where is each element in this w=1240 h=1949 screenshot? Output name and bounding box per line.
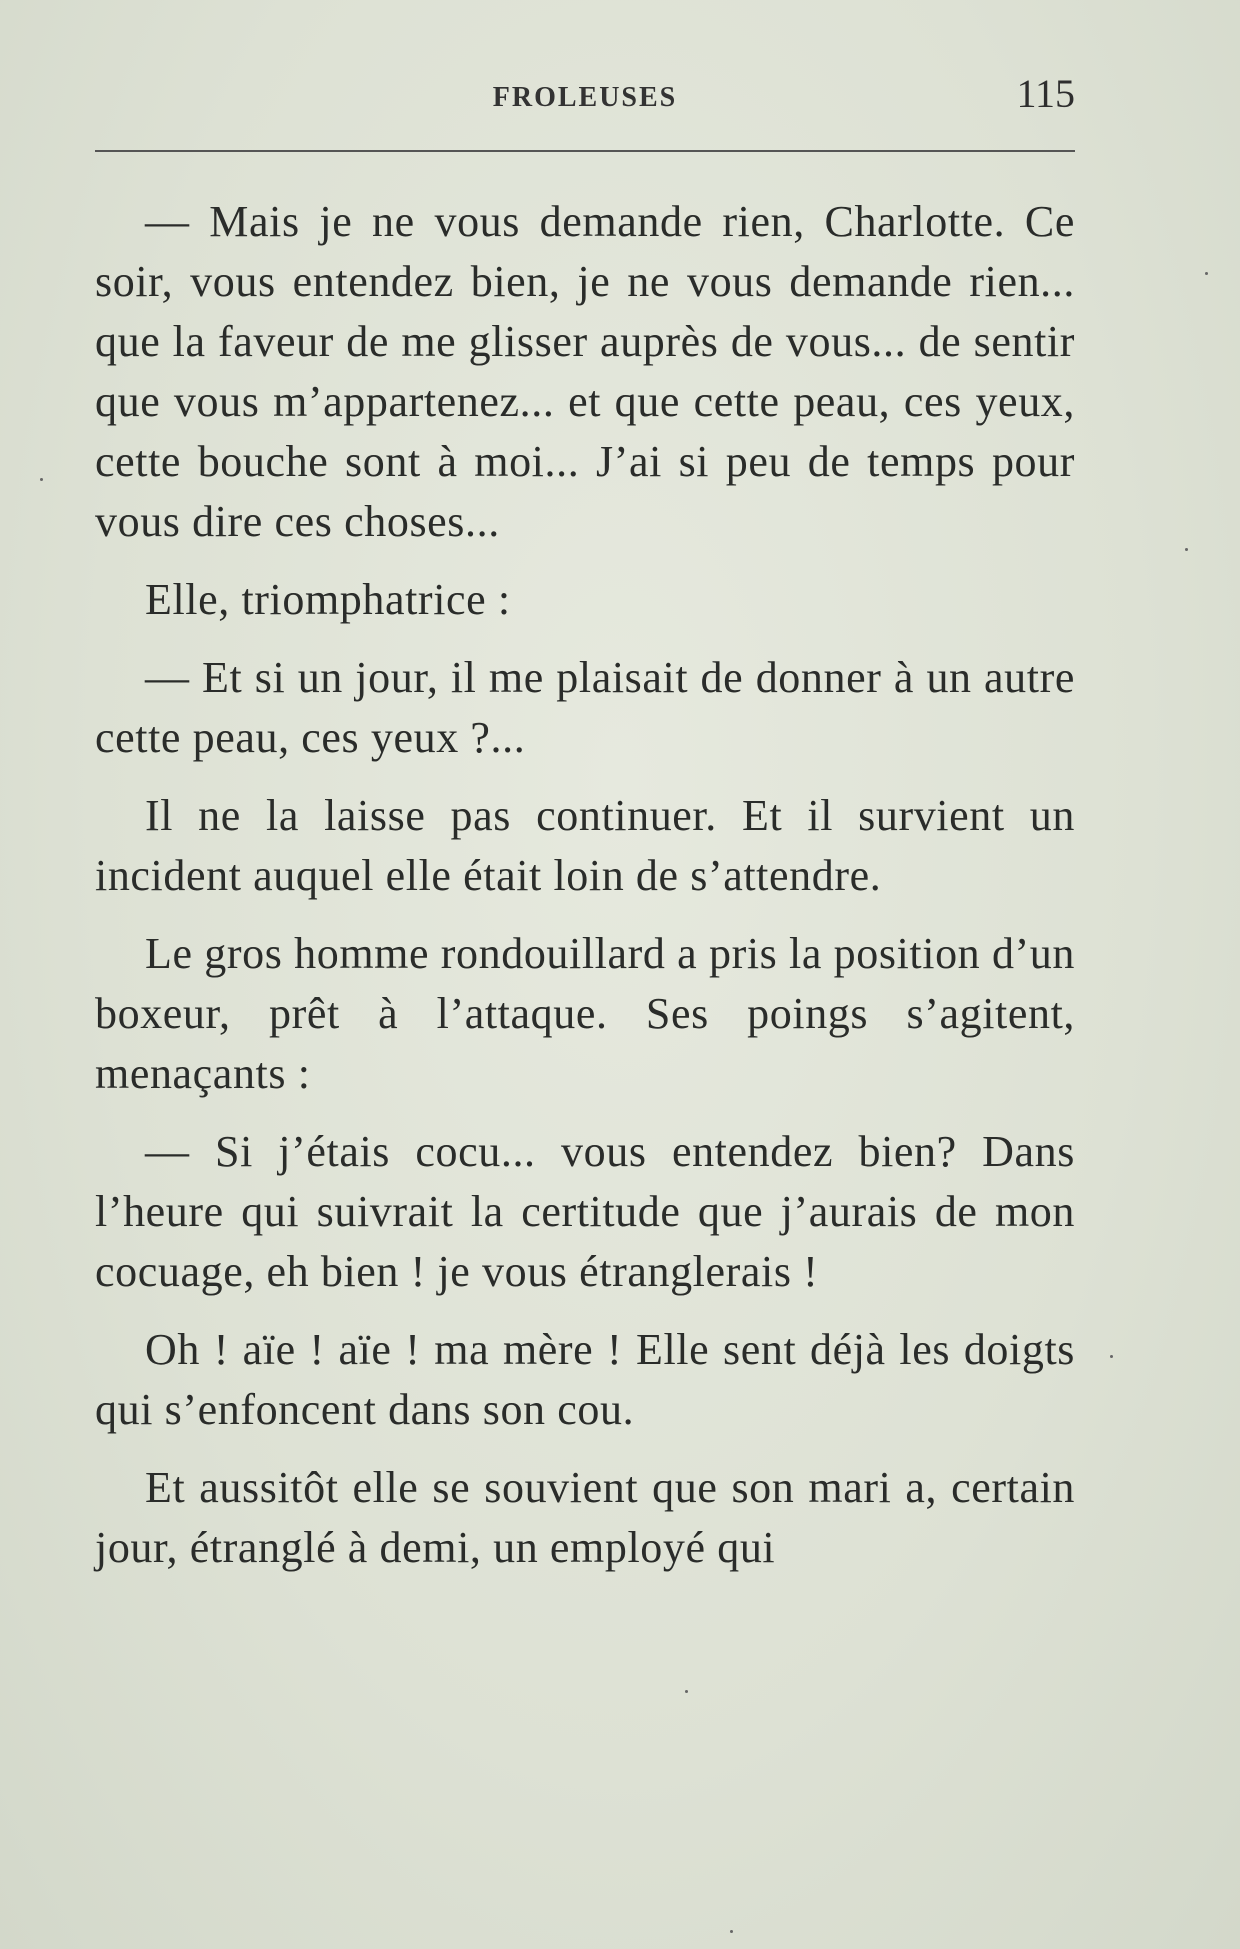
paragraph: — Si j’étais cocu... vous entendez bien? Dans l’heure qui suivrait la certitude que j’aurais de mon cocuage, eh bien ! je vous étranglerais !: [95, 1127, 1075, 1296]
paper-speck: [40, 478, 43, 481]
paragraph: — Mais je ne vous demande rien, Charlotte. Ce soir, vous entendez bien, je ne vous demande rien... que la faveur de me glisser auprès de vous... de sentir que vous m’appartenez... et que cette peau, ces yeux, cette bouche sont à moi... J’ai si peu de temps pour vous dire ces choses...: [95, 197, 1075, 546]
paper-speck: [685, 1690, 688, 1693]
paragraph: Et aussitôt elle se souvient que son mari a, certain jour, étranglé à demi, un employé qui: [95, 1463, 1075, 1572]
running-head: [95, 60, 1075, 120]
paragraph: — Et si un jour, il me plaisait de donner à un autre cette peau, ces yeux ?...: [95, 653, 1075, 762]
paper-speck: [1205, 272, 1208, 275]
page-number: 115: [1016, 71, 1075, 116]
header-rule: [95, 150, 1075, 152]
body-text: [95, 192, 1075, 1578]
running-title: FROLEUSES: [492, 82, 678, 113]
paper-speck: [1110, 1355, 1113, 1358]
paragraph: Il ne la laisse pas continuer. Et il survient un incident auquel elle était loin de s’attendre.: [95, 791, 1075, 900]
paragraph: Le gros homme rondouillard a pris la position d’un boxeur, prêt à l’attaque. Ses poings s’agitent, menaçants :: [95, 929, 1075, 1098]
book-page: [95, 60, 1075, 1596]
paper-speck: [730, 1930, 733, 1933]
paragraph: Oh ! aïe ! aïe ! ma mère ! Elle sent déjà les doigts qui s’enfoncent dans son cou.: [95, 1325, 1075, 1434]
paragraph: Elle, triomphatrice :: [145, 575, 511, 624]
paper-speck: [1185, 548, 1188, 551]
